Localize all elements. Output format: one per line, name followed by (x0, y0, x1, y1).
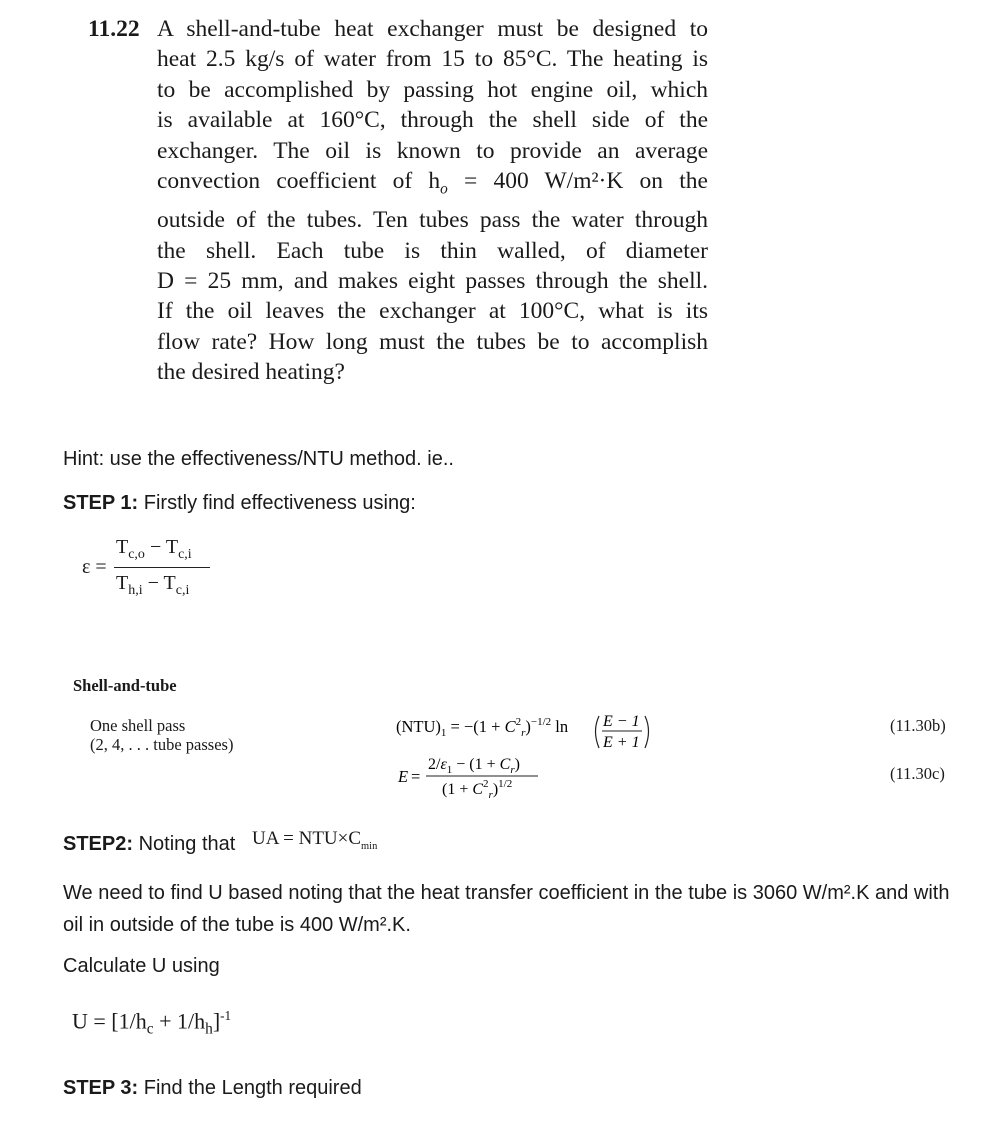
svg-text:(NTU)1 = −(1 + C2r)−1/2 ln: $(NTU)_1 = -(1 + C^2_r)^{-1/2}$ ln (396, 716, 569, 739)
problem-line: the shell. Each tube is thin walled, of diameter (157, 237, 708, 264)
e-equation-graphic (398, 756, 548, 803)
step2-heading (63, 833, 235, 856)
problem-line: exchanger. The oil is known to provide an average (157, 137, 708, 164)
calculate-u-text: Calculate U using (63, 955, 220, 977)
epsilon-symbol: ε = (82, 556, 107, 578)
svg-text:=: = (411, 767, 421, 786)
step1-heading (63, 492, 416, 515)
equation-number-c: (11.30c) (890, 764, 945, 783)
shell-tube-title: Shell-and-tube (73, 676, 177, 695)
step3-heading (63, 1077, 362, 1100)
step1-text: Firstly find effectiveness using: (138, 492, 416, 514)
fraction-bar (114, 567, 210, 568)
step2-text: Noting that (133, 833, 236, 855)
problem-number: 11.22 (88, 16, 140, 42)
u-equation: $U = [1/h_c + 1/h_h]^{-1}$ (72, 1008, 232, 1038)
effectiveness-denominator: $T_{h,i} - T_{c,i}$ (116, 572, 190, 598)
problem-line: flow rate? How long must the tubes be to accomplish (157, 328, 708, 355)
shell-desc-line2: (2, 4, . . . tube passes) (90, 735, 234, 754)
problem-line: A shell-and-tube heat exchanger must be designed to (157, 16, 708, 42)
problem-statement (88, 14, 708, 388)
problem-line: D = 25 mm, and makes eight passes through the shell. (157, 267, 708, 294)
problem-line-convection: convection coefficient of $h_o = 400$ W/m²·K on the (157, 168, 708, 198)
hint-text: Hint: use the effectiveness/NTU method. ie.. (63, 448, 454, 470)
svg-text:2/ε1 − (1 + Cr): $2/\varepsilon_1 - (1 + C_r)$ (428, 756, 520, 776)
problem-line: convection coefficient of h (157, 168, 441, 195)
svg-text:E + 1: E + 1 (603, 734, 640, 751)
problem-line: to be accomplished by passing hot engine oil, which (157, 76, 708, 103)
problem-line: is available at 160°C, through the shell side of the (157, 107, 708, 134)
shell-tube-description (90, 716, 233, 754)
problem-text (157, 14, 708, 388)
svg-text:E: E (398, 767, 409, 786)
svg-text:E − 1: E − 1 (603, 713, 640, 730)
step1-label: STEP 1: (63, 492, 139, 514)
e-equation (398, 756, 548, 808)
u-paragraph: We need to find U based noting that the heat transfer coefficient in the tube is 3060 W/m².K and with oil in outside of the tube is 400 W/m².K. (63, 882, 950, 936)
step2-label: STEP2: (63, 833, 134, 855)
problem-line: outside of the tubes. Ten tubes pass the water through (157, 207, 708, 234)
ntu-equation-graphic (396, 710, 658, 758)
problem-line: the desired heating? (157, 359, 345, 386)
problem-line: If the oil leaves the exchanger at 100°C, what is its (157, 298, 708, 325)
shell-desc-line1: One shell pass (90, 716, 186, 735)
step3-label: STEP 3: (63, 1077, 139, 1099)
svg-text:(1 + C2r)1/2: $(1 + C^2_r)^{1/2}$ (442, 778, 513, 801)
step3-text: Find the Length required (138, 1077, 362, 1099)
equation-number-b: (11.30b) (890, 716, 946, 735)
ua-equation: UA = $NTU\times C_{min}$ (252, 828, 378, 852)
problem-line-tail: = 400 W/m²·K on the (447, 168, 708, 195)
problem-line: heat 2.5 kg/s of water from 15 to 85°C. The heating is (157, 46, 708, 73)
effectiveness-numerator: $T_{c,o} - T_{c,i}$ (116, 536, 192, 562)
ua-equation-text: UA = NTU×C (252, 828, 362, 849)
